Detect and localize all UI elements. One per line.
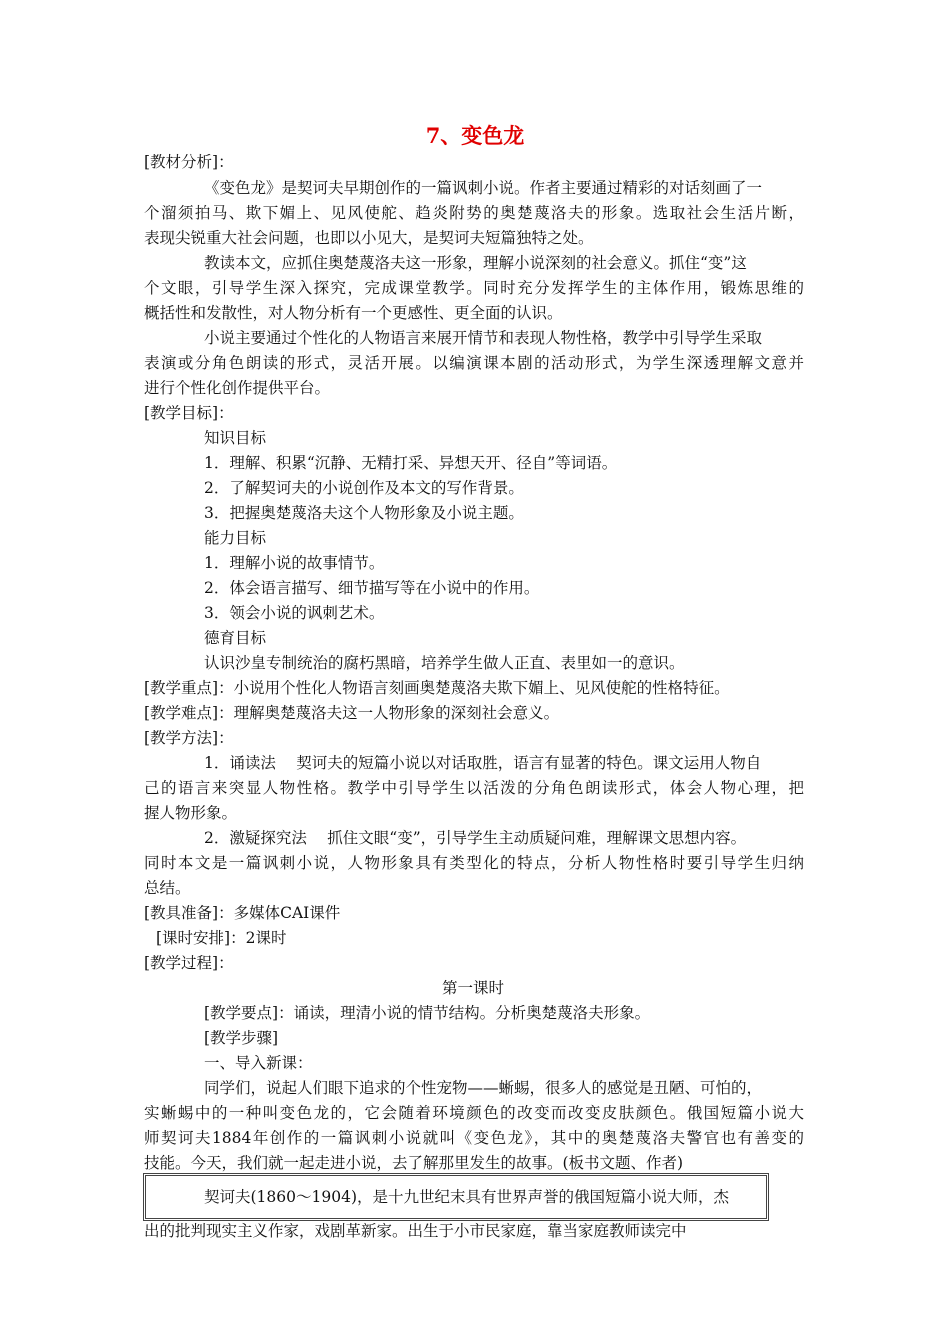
page-title: 7、变色龙 [425, 123, 525, 148]
text-line: 3．把握奥楚蔑洛夫这个人物形象及小说主题。 [204, 504, 524, 522]
text-line: 1．理解小说的故事情节。 [204, 554, 385, 572]
text-line: 第一课时 [442, 979, 505, 997]
text-line: 一、导入新课： [204, 1054, 313, 1072]
text-line: 总结。 [144, 879, 191, 897]
text-line: 个文眼，引导学生深入探究，完成课堂教学。同时充分发挥学生的主体作用，锻炼思维的 [144, 279, 804, 297]
text-line: 表演或分角色朗读的形式，灵活开展。以编演课本剧的活动形式，为学生深透理解文意并 [144, 354, 804, 372]
text-line: [教学要点]：诵读，理清小说的情节结构。分析奥楚蔑洛夫形象。 [204, 1004, 651, 1022]
text-line: 师契诃夫1884年创作的一篇讽刺小说就叫《变色龙》，其中的奥楚蔑洛夫警官也有善变的 [144, 1129, 804, 1147]
text-line: [课时安排]：2课时 [156, 929, 287, 947]
text-line: 概括性和发散性，对人物分析有一个更感性、更全面的认识。 [144, 304, 563, 322]
text-line: 3．领会小说的讽刺艺术。 [204, 604, 385, 622]
text-line: 认识沙皇专制统治的腐朽黑暗，培养学生做人正直、表里如一的意识。 [204, 654, 685, 672]
text-line: 契诃夫(1860～1904)，是十九世纪末具有世界声誉的俄国短篇小说大师，杰 [204, 1188, 729, 1206]
text-line: 出的批判现实主义作家，戏剧革新家。出生于小市民家庭，靠当家庭教师读完中 [144, 1222, 687, 1240]
text-line: 同学们，说起人们眼下追求的个性宠物——蜥蜴，很多人的感觉是丑陋、可怕的， [204, 1079, 763, 1097]
text-line: [教具准备]：多媒体CAI课件 [144, 904, 341, 922]
text-line: 同时本文是一篇讽刺小说，人物形象具有类型化的特点，分析人物性格时要引导学生归纳 [144, 854, 804, 872]
text-line: 技能。今天，我们就一起走进小说，去了解那里发生的故事。(板书文题、作者) [144, 1154, 684, 1172]
text-line: [教学过程]： [144, 954, 234, 972]
text-line: 己的语言来突显人物性格。教学中引导学生以活泼的分角色朗读形式，体会人物心理，把 [144, 779, 804, 797]
text-line: 《变色龙》是契诃夫早期创作的一篇讽刺小说。作者主要通过精彩的对话刻画了一 [204, 179, 763, 197]
text-line: 1．诵读法 契诃夫的短篇小说以对话取胜，语言有显著的特色。课文运用人物自 [204, 754, 762, 772]
text-line: 实蜥蜴中的一种叫变色龙的，它会随着环境颜色的改变而改变皮肤颜色。俄国短篇小说大 [144, 1104, 804, 1122]
text-line: 小说主要通过个性化的人物语言来展开情节和表现人物性格，教学中引导学生采取 [204, 329, 763, 347]
text-line: 能力目标 [204, 529, 267, 547]
text-line: 个溜须拍马、欺下媚上、见风使舵、趋炎附势的奥楚蔑洛夫的形象。选取社会生活片断， [144, 204, 804, 222]
text-line: 1．理解、积累“沉静、无精打采、异想天开、径自”等词语。 [204, 454, 618, 472]
text-line: [教学步骤] [204, 1029, 279, 1047]
text-line: [教学目标]： [144, 404, 234, 422]
text-line: 握人物形象。 [144, 804, 238, 822]
text-line: 2．了解契诃夫的小说创作及本文的写作背景。 [204, 479, 524, 497]
text-line: 进行个性化创作提供平台。 [144, 379, 331, 397]
text-line: 2．体会语言描写、细节描写等在小说中的作用。 [204, 579, 540, 597]
text-line: 德育目标 [204, 629, 267, 647]
text-line: 表现尖锐重大社会问题，也即以小见大，是契诃夫短篇独特之处。 [144, 229, 594, 247]
text-line: 知识目标 [204, 429, 267, 447]
text-line: [教材分析]： [144, 153, 234, 171]
text-line: [教学难点]：理解奥楚蔑洛夫这一人物形象的深刻社会意义。 [144, 704, 560, 722]
text-line: 2．激疑探究法 抓住文眼“变”，引导学生主动质疑问难，理解课文思想内容。 [204, 829, 747, 847]
text-line: [教学方法]： [144, 729, 234, 747]
text-line: [教学重点]：小说用个性化人物语言刻画奥楚蔑洛夫欺下媚上、见风使舵的性格特征。 [144, 679, 730, 697]
text-line: 教读本文，应抓住奥楚蔑洛夫这一形象，理解小说深刻的社会意义。抓住“变”这 [204, 254, 747, 272]
